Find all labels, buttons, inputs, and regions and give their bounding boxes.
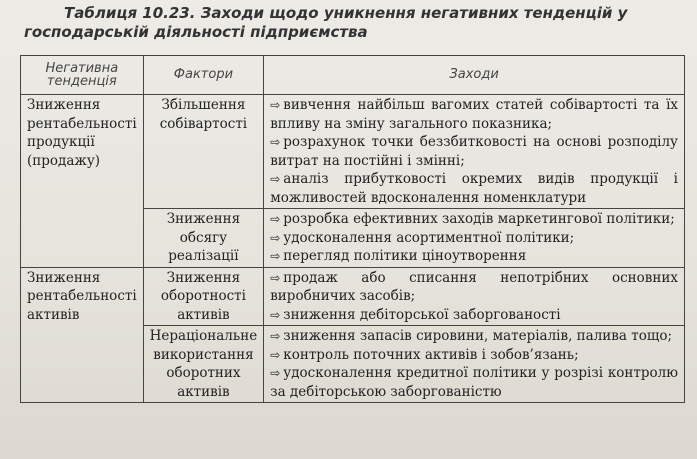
measure-item: ⇨ розрахунок точки беззбитковості на основі розподілу витрат на постійні і змінні; bbox=[270, 134, 678, 169]
arrow-right-icon: ⇨ bbox=[270, 230, 281, 245]
measure-item: ⇨ перегляд політики ціноутворення bbox=[270, 248, 527, 264]
arrow-right-icon: ⇨ bbox=[270, 347, 281, 362]
table-number: Таблиця 10.23. bbox=[64, 4, 196, 22]
header-factors: Фактори bbox=[143, 56, 264, 95]
measures-cell bbox=[264, 95, 685, 209]
factor-cell: Зниження обсягу реалізації bbox=[143, 209, 264, 268]
arrow-right-icon: ⇨ bbox=[270, 329, 281, 343]
arrow-right-icon: ⇨ bbox=[270, 135, 281, 149]
arrow-right-icon: ⇨ bbox=[270, 366, 281, 380]
table-row bbox=[21, 95, 685, 209]
table-caption bbox=[12, 4, 692, 42]
factor-cell: Збільшення собівартості bbox=[143, 95, 264, 209]
arrow-right-icon: ⇨ bbox=[270, 98, 281, 112]
measure-item: ⇨ продаж або списання непотрібних основних виробничих засобів; bbox=[270, 269, 678, 304]
arrow-right-icon: ⇨ bbox=[270, 212, 281, 226]
factor-cell: Зниження оборотності активів bbox=[143, 267, 264, 326]
trend-cell: Зниження рентабельності активів bbox=[21, 267, 144, 403]
table-row bbox=[21, 267, 685, 326]
factor-cell: Нераціональне використання оборотних активів bbox=[143, 326, 264, 403]
measures-cell bbox=[264, 267, 685, 326]
measures-cell bbox=[264, 209, 685, 268]
measure-item: ⇨ аналіз прибутковості окремих видів продукції і можливостей вдосконалення номенклатури bbox=[270, 171, 678, 206]
trend-cell: Зниження рентабельності продукції (продажу) bbox=[21, 95, 144, 268]
measure-item: ⇨ вивчення найбільш вагомих статей собівартості та їх впливу на зміну загального показника; bbox=[270, 97, 678, 132]
measure-item: ⇨ розробка ефективних заходів маркетингової політики; bbox=[270, 211, 675, 227]
measure-item: ⇨ удосконалення асортиментної політики; bbox=[270, 229, 575, 246]
table-title-line1: Заходи щодо уникнення негативних тенденцій у bbox=[200, 4, 628, 22]
header-measures: Заходи bbox=[264, 56, 685, 95]
measures-cell bbox=[264, 326, 685, 403]
measures-table bbox=[20, 55, 685, 403]
measure-item: ⇨ контроль поточних активів і зобов’язань; bbox=[270, 346, 579, 363]
measure-item: ⇨ зниження запасів сировини, матеріалів, палива тощо; bbox=[270, 328, 673, 344]
measure-item: ⇨ удосконалення кредитної політики у розрізі контролю за дебіторською заборгованістю bbox=[270, 365, 678, 400]
measure-item: ⇨ зниження дебіторської заборгованості bbox=[270, 306, 561, 323]
header-trend: Негативна тенденція bbox=[21, 56, 144, 95]
arrow-right-icon: ⇨ bbox=[270, 249, 281, 263]
header-row bbox=[21, 56, 685, 95]
arrow-right-icon: ⇨ bbox=[270, 270, 281, 285]
arrow-right-icon: ⇨ bbox=[270, 307, 281, 322]
arrow-right-icon: ⇨ bbox=[270, 172, 281, 186]
table-title-line2: господарській діяльності підприємства bbox=[24, 23, 368, 41]
